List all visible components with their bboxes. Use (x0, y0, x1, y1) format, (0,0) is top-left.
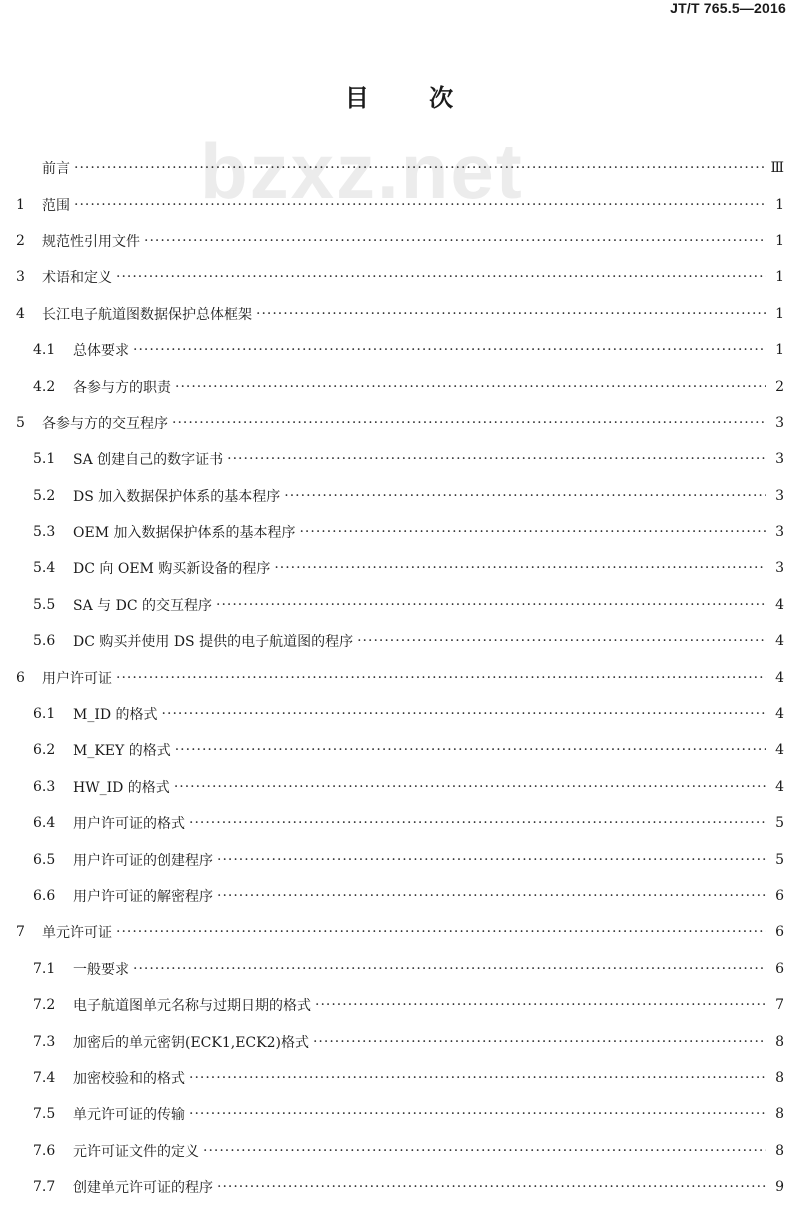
toc-entry-number: 3 (16, 269, 25, 286)
toc-entry-title: 用户许可证 (42, 670, 112, 687)
toc-leader-dots (74, 197, 766, 213)
toc-entry[interactable] (16, 1169, 784, 1205)
toc-leader-dots (189, 815, 766, 831)
toc-entry-page: 8 (775, 1142, 784, 1159)
toc-leader-dots (174, 779, 766, 795)
toc-entry-number: 6 (16, 669, 25, 686)
toc-entry-number: 6.3 (33, 778, 56, 795)
watermark: bzxz.net (200, 127, 524, 215)
toc-leader-dots (175, 379, 766, 395)
toc-entry[interactable] (16, 296, 784, 332)
toc-entry[interactable] (16, 951, 784, 987)
toc-leader-dots (144, 233, 766, 249)
toc-leader-dots (313, 1034, 766, 1050)
toc-entry-page: 6 (775, 960, 784, 977)
toc-leader-dots (133, 342, 766, 358)
toc-entry-title: 单元许可证 (42, 925, 112, 942)
toc-entry-title: 元许可证文件的定义 (73, 1143, 199, 1160)
toc-entry-title: M_KEY 的格式 (73, 743, 171, 760)
standard-code: JT/T 765.5—2016 (670, 0, 786, 16)
toc-leader-dots (299, 524, 766, 540)
toc-entry[interactable] (16, 441, 784, 477)
toc-entry-title: DS 加入数据保护体系的基本程序 (73, 488, 281, 505)
toc-entry-number: 5 (16, 414, 25, 431)
toc-entry-title: 单元许可证的传输 (73, 1107, 185, 1124)
toc-leader-dots (256, 306, 766, 322)
toc-leader-dots (133, 961, 766, 977)
toc-entry-page: 7 (775, 997, 784, 1014)
toc-leader-dots (172, 415, 766, 431)
toc-entry-number: 5.4 (33, 560, 56, 577)
toc-entry-page: 2 (775, 378, 784, 395)
toc-entry[interactable] (16, 1133, 784, 1169)
toc-entry-number: 2 (16, 232, 25, 249)
toc-entry-title: DC 向 OEM 购买新设备的程序 (73, 561, 271, 578)
toc-entry-number: 7.2 (33, 997, 56, 1014)
toc-entry-title: SA 创建自己的数字证书 (73, 452, 224, 469)
toc-entry-title: 前言 (42, 161, 70, 178)
toc-entry-page: 3 (775, 560, 784, 577)
toc-entry-page: 4 (775, 742, 784, 759)
toc-entry-title: DC 购买并使用 DS 提供的电子航道图的程序 (73, 634, 354, 651)
toc-entry-page: 3 (775, 487, 784, 504)
toc-entry-page: 1 (775, 342, 784, 359)
toc-entry[interactable] (16, 1060, 784, 1096)
toc-entry[interactable] (16, 514, 784, 550)
toc-leader-dots (189, 1106, 766, 1122)
toc-entry[interactable] (16, 186, 784, 222)
toc-entry-page: 8 (775, 1069, 784, 1086)
toc-leader-dots (227, 451, 766, 467)
toc-entry-title: HW_ID 的格式 (73, 779, 170, 796)
toc-leader-dots (315, 997, 766, 1013)
toc-entry-page: 3 (775, 451, 784, 468)
toc-entry[interactable] (16, 368, 784, 404)
toc-entry-number: 5.1 (33, 451, 56, 468)
toc-entry-title: 用户许可证的解密程序 (73, 889, 213, 905)
toc-entry-number: 4 (16, 305, 25, 322)
toc-entry-number: 7.6 (33, 1142, 56, 1159)
toc-entry-page: 4 (775, 669, 784, 686)
toc-entry-number: 6.6 (33, 888, 56, 904)
toc-leader-dots (116, 670, 766, 686)
toc-leader-dots (284, 488, 766, 504)
toc-entry-number: 6.4 (33, 815, 56, 832)
toc-entry-title: 各参与方的交互程序 (42, 415, 168, 432)
toc-entry-title: 术语和定义 (42, 270, 112, 287)
toc-entry-title: 用户许可证的格式 (73, 816, 185, 833)
toc-entry-page: 9 (775, 1179, 784, 1196)
toc-entry-title: 长江电子航道图数据保护总体框架 (42, 306, 252, 323)
toc-leader-dots (116, 269, 766, 285)
toc-entry[interactable] (16, 841, 784, 877)
toc-entry-number: 7.7 (33, 1179, 56, 1196)
toc-entry-number: 5.2 (33, 487, 56, 504)
toc-leader-dots (216, 597, 766, 613)
toc-entry-title: 各参与方的职责 (73, 379, 171, 396)
toc-leader-dots (217, 888, 766, 904)
toc-leader-dots (74, 160, 766, 176)
toc-entry-number: 6.2 (33, 742, 56, 759)
toc-entry-title: 电子航道图单元名称与过期日期的格式 (73, 998, 311, 1015)
toc-entry-title: 创建单元许可证的程序 (73, 1180, 213, 1197)
toc-entry-number: 7.1 (33, 960, 56, 977)
toc-entry-number: 4.1 (33, 342, 56, 359)
toc-entry[interactable] (16, 769, 784, 805)
toc-leader-dots (189, 1070, 766, 1086)
toc-entry-page: 8 (775, 1033, 784, 1050)
toc-entry-title: 加密后的单元密钥(ECK1,ECK2)格式 (73, 1034, 309, 1051)
toc-entry-page: 6 (775, 924, 784, 941)
toc-entry[interactable] (16, 914, 784, 950)
toc-entry-page: 4 (775, 778, 784, 795)
toc-entry[interactable] (16, 623, 784, 659)
toc-entry-page: 1 (775, 269, 784, 286)
toc-entry[interactable] (16, 223, 784, 259)
toc-leader-dots (357, 633, 766, 649)
toc-entry[interactable] (16, 659, 784, 695)
toc-entry-title: 一般要求 (73, 961, 129, 978)
toc-leader-dots (217, 852, 766, 868)
toc-entry-title: SA 与 DC 的交互程序 (73, 597, 212, 614)
toc-leader-dots (162, 706, 766, 722)
toc-entry-title: 范围 (42, 197, 70, 214)
toc-entry-number: 6.5 (33, 851, 56, 868)
toc-leader-dots (217, 1179, 766, 1195)
toc-entry-number: 7 (16, 924, 25, 941)
toc-entry-page: 4 (775, 633, 784, 650)
toc-entry-number: 7.4 (33, 1069, 56, 1086)
toc-entry-title: 规范性引用文件 (42, 233, 140, 250)
toc-entry-page: 4 (775, 706, 784, 723)
page-title: 目 次 (344, 84, 456, 112)
toc-entry[interactable] (16, 987, 784, 1023)
toc-entry-number: 5.6 (33, 633, 56, 650)
toc-entry-page: 5 (775, 815, 784, 832)
toc-entry-page: 1 (775, 232, 784, 249)
toc-entry-number: 6.1 (33, 706, 56, 723)
toc-entry[interactable] (16, 805, 784, 841)
toc-entry-page: 1 (775, 305, 784, 322)
toc-entry-number: 4.2 (33, 378, 56, 395)
toc-entry-title: 用户许可证的创建程序 (73, 852, 213, 869)
toc-entry-number: 7.3 (33, 1033, 56, 1050)
toc-entry[interactable] (16, 550, 784, 586)
toc-entry-page: 3 (775, 414, 784, 431)
toc-entry-title: OEM 加入数据保护体系的基本程序 (73, 525, 296, 542)
toc-leader-dots (274, 560, 766, 576)
toc-entry[interactable] (16, 1023, 784, 1059)
toc-entry-title: M_ID 的格式 (73, 707, 158, 724)
toc-entry-page: 6 (775, 888, 784, 904)
toc-entry-page: 1 (775, 196, 784, 213)
toc-entry-number: 1 (16, 196, 25, 213)
toc-leader-dots (175, 742, 766, 758)
toc-leader-dots (203, 1143, 766, 1159)
toc-entry-title: 总体要求 (73, 343, 129, 360)
toc-entry[interactable] (16, 1096, 784, 1132)
toc-entry-page: 8 (775, 1106, 784, 1123)
toc-entry-title: 加密校验和的格式 (73, 1070, 185, 1087)
toc-entry-page: 4 (775, 596, 784, 613)
toc-entry[interactable] (16, 332, 784, 368)
toc-entry[interactable] (16, 259, 784, 295)
toc-entry-page: 3 (775, 524, 784, 541)
table-of-contents (16, 150, 784, 1205)
toc-entry[interactable] (16, 878, 784, 914)
toc-entry[interactable] (16, 587, 784, 623)
toc-entry-number: 7.5 (33, 1106, 56, 1123)
toc-entry-number: 5.3 (33, 524, 56, 541)
toc-entry[interactable] (16, 732, 784, 768)
toc-entry[interactable] (16, 150, 784, 186)
toc-entry[interactable] (16, 405, 784, 441)
toc-leader-dots (116, 924, 766, 940)
toc-entry-page: Ⅲ (770, 160, 784, 177)
toc-entry[interactable] (16, 478, 784, 514)
toc-entry-page: 5 (775, 851, 784, 868)
toc-entry-number: 5.5 (33, 596, 56, 613)
toc-entry[interactable] (16, 696, 784, 732)
